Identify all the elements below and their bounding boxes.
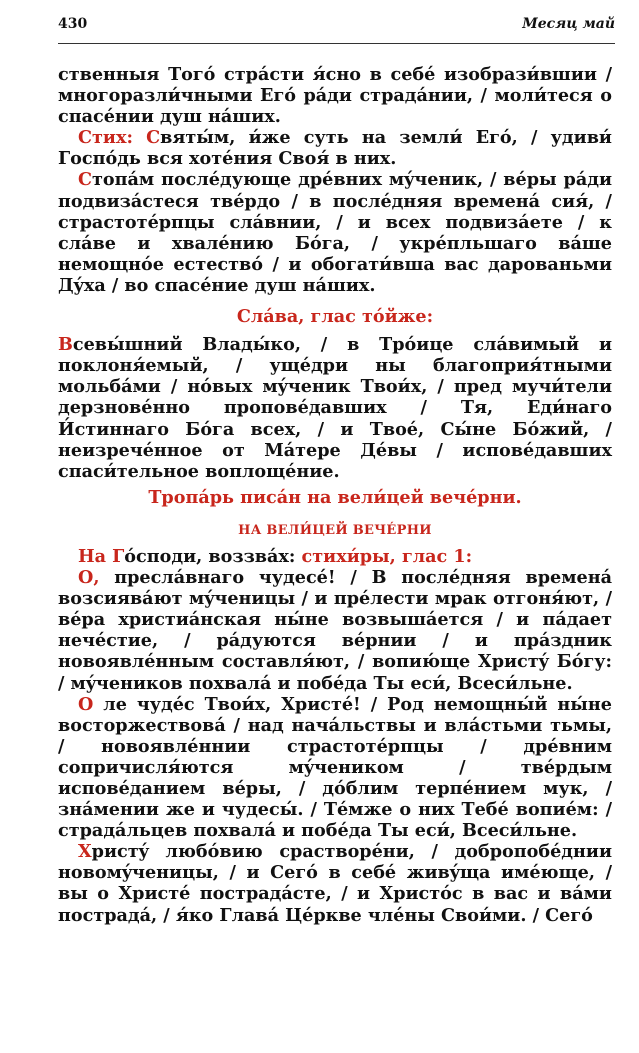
line-na-gospodi: На Гóсподи, воззвáх: стихи́ры, глас 1:: [78, 545, 473, 567]
heading-great-vespers: НА ВЕЛИ́ЦЕЙ ВЕЧÉРНИ: [238, 522, 432, 538]
drop-initial: О: [78, 693, 94, 715]
paragraph-khristu: Христý любóвию срастворéни, / добропобéднии новомýченицы, / и Сегó в себé живýща имéюще, / вы о Христé пострадáсте, / и Христóс в вас и вáми пострадá, / я́ко Главá Цéркве члéны Свои́ми. / Сегó: [58, 841, 612, 926]
header-rule: [58, 43, 615, 44]
text-body: [58, 64, 612, 926]
drop-initial: О,: [78, 567, 100, 589]
verse-stikh: Стих: Святы́м, и́же суть на земли́ Егó, / удиви́ Госпóдь вся хотéния Своя́ в них.: [58, 127, 612, 170]
drop-initial: Х: [78, 841, 92, 863]
heading-troparion: Тропáрь писáн на вели́цей вечéрни.: [148, 486, 522, 508]
heading-slava: Слáва, глас тóйже:: [236, 306, 434, 328]
paragraph-o-le-chudes: О ле чудéс Твои́х, Христé! / Род немощны́й ны́не восторжествовá / над начáльствы и влáстьми тьмы, / новоявлéннии страстотéрпцы / дрéвним сопричисля́ются мýчеником / твéрдым исповéданием вéры, / дóблим терпéнием мук, / знáмении же и чудесы́. / Тéмже о них Тебé вопиéм: / страдáльцев похвалá и побéда Ты еси́, Всеси́льне.: [58, 693, 612, 842]
page-number: 430: [58, 16, 88, 32]
rubric-stikhiry: стихи́ры, глас 1:: [301, 545, 473, 567]
running-title: Месяц май: [522, 16, 615, 32]
paragraph-vsevyshniy: Всевы́шний Влады́ко, / в Трóице слáвимый и поклоня́емый, / ущéдри ны благоприя́тными мольбáми / нóвых мýченик Твои́х, / пред мучи́тели дерзновéнно проповéдавших / Тя, Еди́наго И́стиннаго Бóга всех, / и Твоé, Сы́не Бóжий, / неизречéнное от Мáтере Дéвы / исповéдавших спаси́тельное воплощéние.: [58, 334, 612, 482]
paragraph-continuation: ственныя Тогó стрáсти я́сно в себé изобрази́вшии / многоразли́чными Егó рáди страдáнии, / моли́теся о спасéнии душ нáших.: [58, 64, 612, 128]
rubric-stikh: Стих: С: [78, 127, 161, 149]
rubric-na-g: На Г: [78, 545, 125, 567]
paragraph-stopam: Стопáм послéдующе дрéвних мýченик, / вéры рáди подвизáстеся твéрдо / в послéдняя временá сия́, / страстотéрпцы слáвнии, / и всех подвизáете / к слáве и хвалéнию Бóга, / укрéпльшаго вáше немощнóе естествó / и обогати́вша вас дарованьми Дýха / во спасéние душ нáших.: [58, 169, 612, 296]
drop-initial: С: [78, 169, 93, 191]
drop-initial: В: [58, 334, 73, 356]
paragraph-o-preslavnago: О, преслáвнаго чудесé! / В послéдняя временá возсиявáют мýченицы / и прéлести мрак отгоня́ют, / вéра христиáнская ны́не возвышáется / и пáдает нечéстие, / рáдуются вéрнии / и прáздник новоявлéнным составля́ют, / вопию́ще Христý Бóгу: / мýчеников похвалá и побéда Ты еси́, Всеси́льне.: [58, 567, 612, 694]
running-header: [58, 14, 615, 36]
